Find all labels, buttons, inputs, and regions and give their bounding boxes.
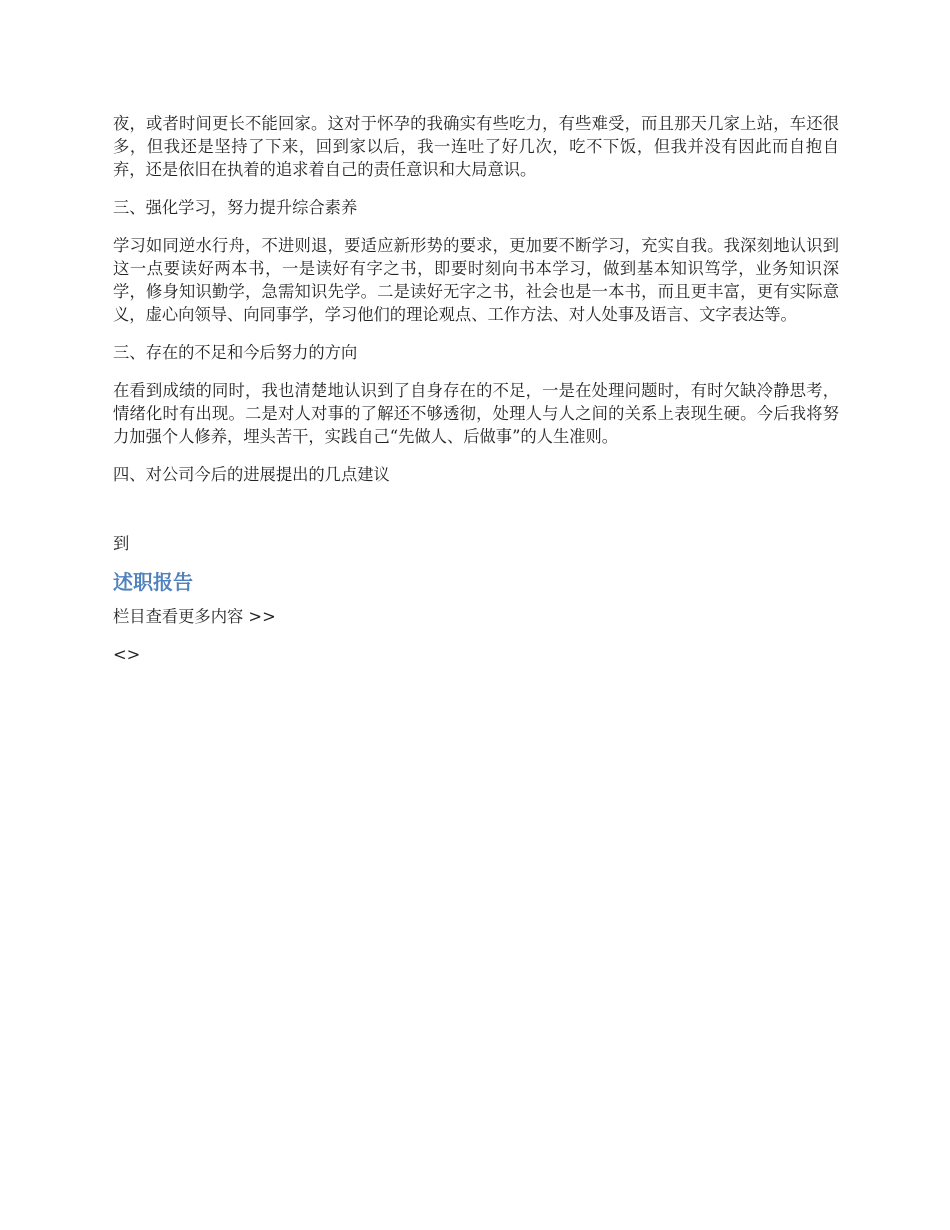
heading-shortcomings: 三、存在的不足和今后努力的方向: [113, 343, 358, 362]
page-nav-arrows[interactable]: <>: [113, 645, 141, 664]
heading-suggestions: 四、对公司今后的进展提出的几点建议: [113, 465, 390, 484]
more-content-link[interactable]: 栏目查看更多内容 >>: [113, 607, 276, 626]
to-text: 到: [113, 534, 130, 553]
heading-strengthen-learning: 三、强化学习，努力提升综合素养: [113, 198, 358, 217]
section-link-report[interactable]: 述职报告: [113, 570, 193, 594]
document-page: [113, 112, 839, 666]
blank-space: [113, 501, 839, 532]
paragraph-commute-hardship: 夜，或者时间更长不能回家。这对于怀孕的我确实有些吃力，有些难受，而且那天几家上站，车还很多，但我还是坚持了下来，回到家以后，我一连吐了好几次，吃不下饭，但我并没有因此而自抱自弃，还是依旧在执着的追求着自己的责任意识和大局意识。: [113, 114, 839, 179]
paragraph-shortcomings: 在看到成绩的同时，我也清楚地认识到了自身存在的不足，一是在处理问题时，有时欠缺冷静思考，情绪化时有出现。二是对人对事的了解还不够透彻，处理人与人之间的关系上表现生硬。今后我将努力加强个人修养，埋头苦干，实践自己“先做人、后做事”的人生准则。: [113, 381, 839, 446]
paragraph-learning: 学习如同逆水行舟，不进则退，要适应新形势的要求，更加要不断学习，充实自我。我深刻地认识到这一点要读好两本书，一是读好有字之书，即要时刻向书本学习，做到基本知识笃学，业务知识深学，修身知识勤学，急需知识先学。二是读好无字之书，社会也是一本书，而且更丰富，更有实际意义，虚心向领导、向同事学，学习他们的理论观点、工作方法、对人处事及语言、文字表达等。: [113, 236, 839, 324]
